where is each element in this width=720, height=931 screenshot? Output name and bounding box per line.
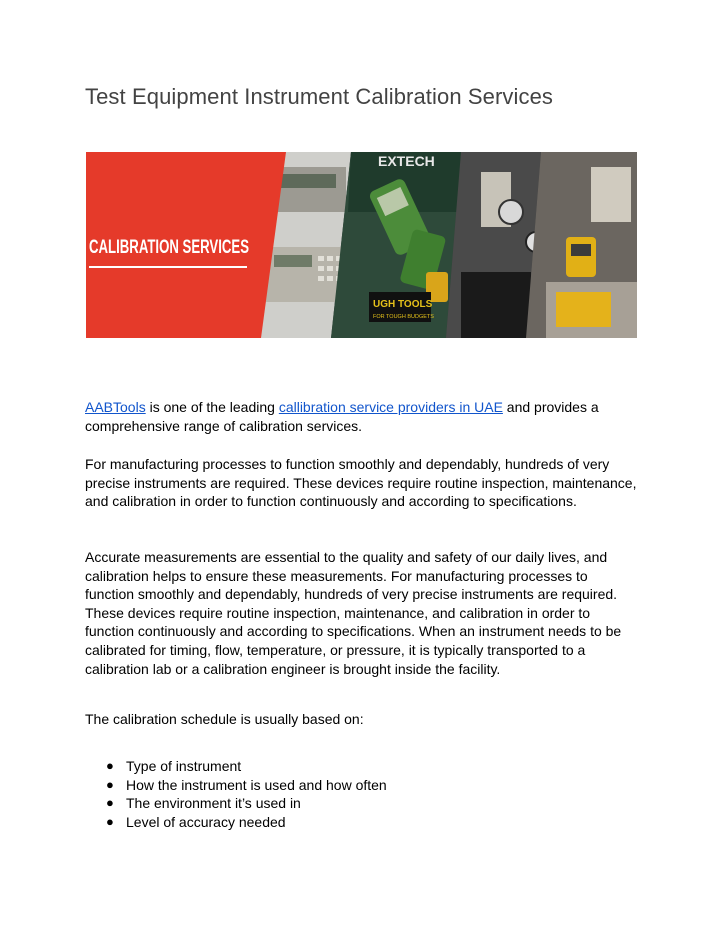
- list-item: ● The environment it’s used in: [106, 795, 301, 812]
- bullet-icon: ●: [106, 776, 114, 792]
- calibration-banner-image: [86, 152, 637, 338]
- banner-subtagline: FOR TOUGH BUDGETS: [373, 314, 434, 320]
- page-title: Test Equipment Instrument Calibration Services: [85, 84, 554, 109]
- list-item: ● How the instrument is used and how often: [106, 776, 387, 793]
- intro-text-1: is one of the leading: [145, 399, 279, 415]
- measurements-paragraph: Accurate measurements are essential to the quality and safety of our daily lives, and calibration helps to ensure these measurements. For manufacturing processes to function smoothly and dependably, hundreds of very precise instruments are required. These devices require routine inspection, maintenance, and calibration in order to function continuously and according to specifications. When an instrument needs to be calibrated for timing, flow, temperature, or pressure, it is typically transported to a calibration lab or a calibration engineer is brought inside the facility.: [85, 549, 622, 677]
- banner-heading: CALIBRATION SERVICES: [89, 237, 249, 258]
- bullet-icon: ●: [106, 758, 114, 773]
- calibration-providers-link[interactable]: callibration service providers in UAE: [278, 399, 503, 415]
- intro-paragraph: [85, 398, 637, 435]
- bullet-icon: ●: [106, 795, 114, 811]
- aabtools-link[interactable]: AABTools: [85, 399, 146, 415]
- manufacturing-paragraph: For manufacturing processes to function smoothly and dependably, hundreds of very precise instruments are required. These devices require routine inspection, maintenance, and calibration in order to function continuously and according to specifications.: [85, 456, 637, 510]
- bullet-icon: ●: [106, 813, 114, 829]
- banner-tagline: UGH TOOLS: [373, 299, 433, 310]
- schedule-intro: The calibration schedule is usually based on:: [85, 711, 364, 727]
- schedule-list: [85, 757, 637, 831]
- banner-brand-label: EXTECH: [378, 153, 435, 169]
- intro-text-2: and provides a comprehensive range of calibration services.: [85, 399, 599, 434]
- list-item: ● Type of instrument: [106, 758, 242, 774]
- list-item: ● Level of accuracy needed: [106, 813, 286, 830]
